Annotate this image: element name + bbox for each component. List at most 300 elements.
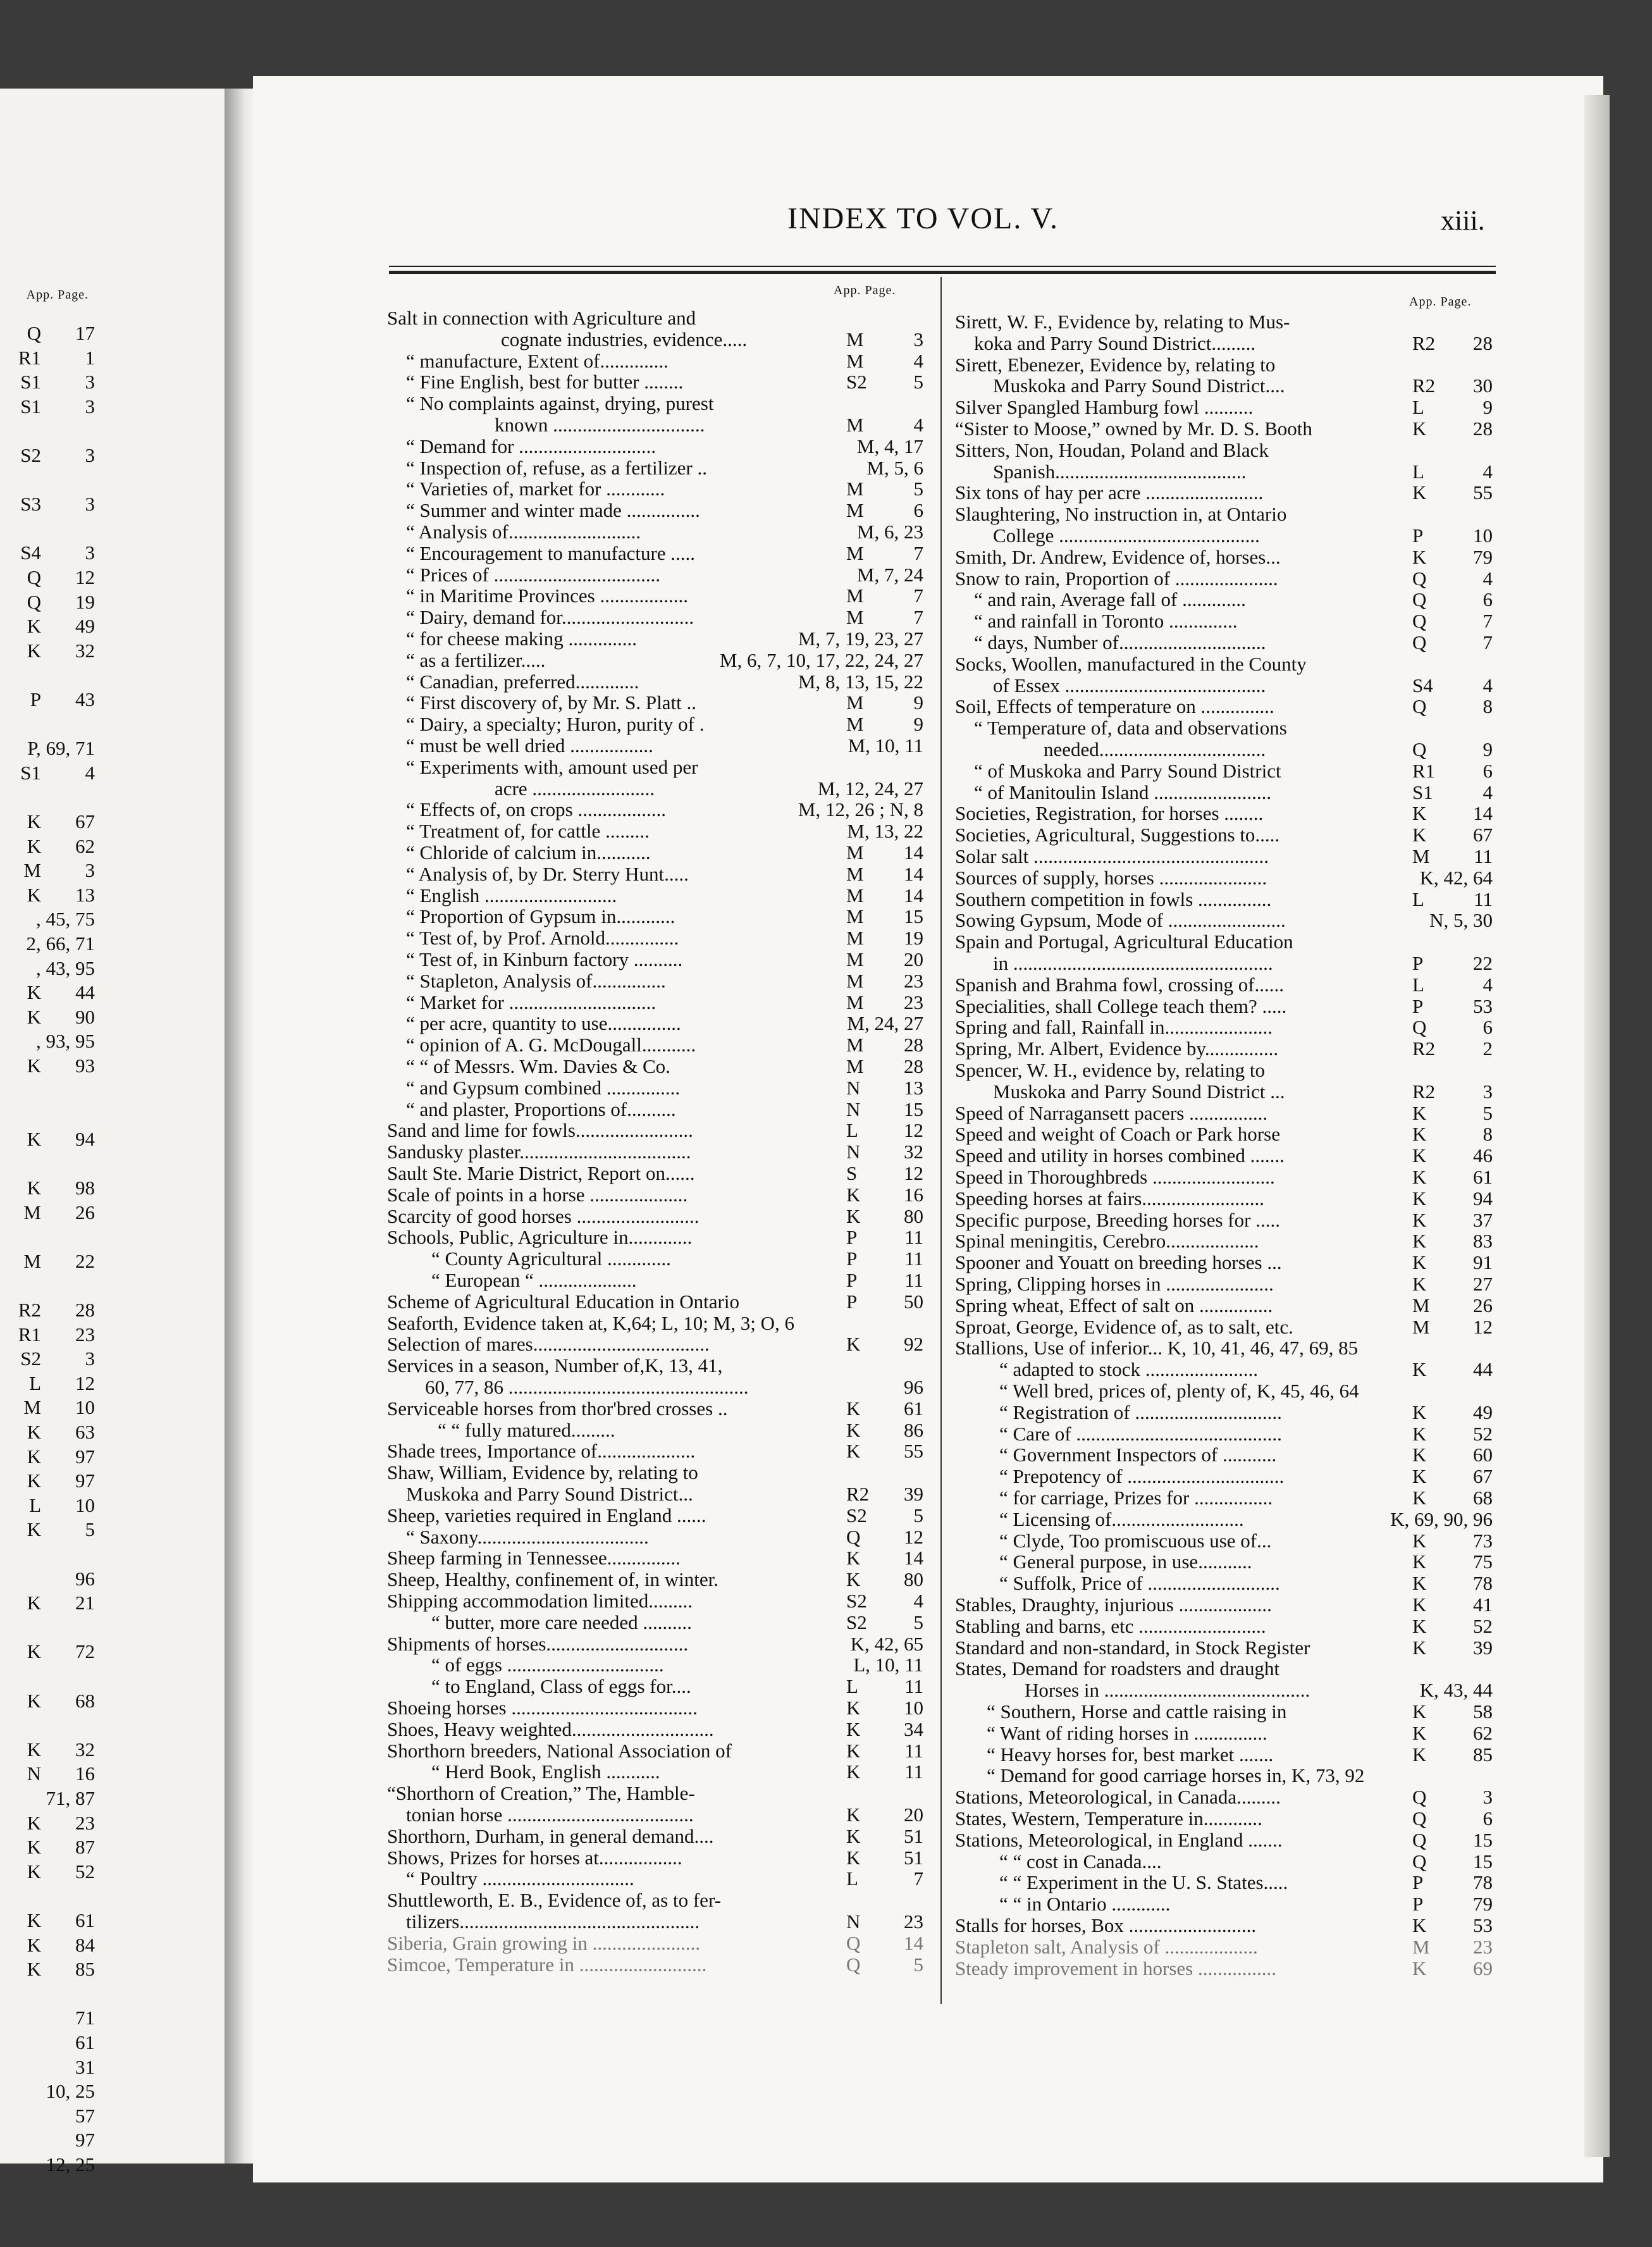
page-reference: 39: [904, 1483, 923, 1505]
appendix-code: M: [846, 328, 864, 350]
page-reference: 61: [75, 2031, 95, 2053]
index-entry-text: “ “ Experiment in the U. S. States.....: [999, 1871, 1288, 1894]
index-entry: [387, 436, 931, 457]
page-reference: 26: [75, 1201, 95, 1223]
index-entry-text: “ Fine English, best for butter ........: [406, 371, 684, 393]
index-entry: [955, 1958, 1493, 1979]
appendix-code: K: [1412, 1594, 1427, 1616]
index-entry: [955, 1252, 1493, 1273]
page-reference: 52: [1473, 1422, 1493, 1445]
page-reference: 71, 87: [46, 1787, 95, 1809]
index-entry-text: Speed in Thoroughbreds .........................: [955, 1166, 1275, 1188]
appendix-code: R2: [1412, 331, 1436, 354]
index-entry-text: needed..................................: [1044, 738, 1266, 760]
page-reference: 28: [1473, 331, 1493, 354]
index-entry: [955, 717, 1493, 739]
appendix-code: K: [1412, 1465, 1427, 1488]
left-page-reference: [0, 738, 95, 759]
index-entry-text: “ European “ ....................: [431, 1269, 637, 1291]
index-entry-text: “ Inspection of, refuse, as a fertilizer ..: [406, 456, 707, 479]
appendix-code: L: [29, 1371, 41, 1394]
appendix-code: P: [1412, 1871, 1424, 1894]
page-reference: 10: [904, 1697, 923, 1719]
appendix-code: K: [1412, 1401, 1427, 1423]
left-page-reference: [0, 2007, 95, 2029]
appendix-code: P: [1412, 524, 1424, 547]
appendix-code: K: [27, 1592, 41, 1614]
page-reference: 34: [904, 1718, 923, 1740]
page-reference: 3: [913, 328, 923, 350]
appendix-code: N: [846, 1098, 861, 1120]
index-entry-text: Steady improvement in horses ................: [955, 1957, 1276, 1979]
left-page-reference: [0, 1031, 95, 1052]
page-reference: 55: [904, 1440, 923, 1463]
page-reference: 11: [904, 1761, 923, 1783]
page-reference: 85: [75, 1958, 95, 1981]
page-reference: 1: [85, 346, 95, 369]
page-reference: 43: [75, 688, 95, 710]
index-entry-text: “ Stapleton, Analysis of...............: [406, 969, 666, 992]
index-entry-text: Muskoka and Parry Sound District ...: [993, 1080, 1285, 1103]
left-page-reference: [0, 1885, 95, 1907]
appendix-code: R2: [1412, 374, 1436, 397]
page-reference: 26: [1473, 1294, 1493, 1316]
left-page-reference: [0, 1763, 95, 1785]
page-reference: 12: [75, 1371, 95, 1394]
appendix-code: K: [846, 1761, 861, 1783]
page-reference: 4: [913, 1590, 923, 1612]
appendix-code: S2: [846, 1611, 867, 1633]
index-entry: [955, 1744, 1493, 1766]
appendix-code: K: [1412, 1914, 1427, 1936]
appendix-code: Q: [846, 1525, 861, 1548]
index-entry-text: Speed and weight of Coach or Park horse: [955, 1123, 1280, 1146]
index-entry-text: “ Southern, Horse and cattle raising in: [987, 1700, 1287, 1723]
page-reference: 79: [1473, 545, 1493, 568]
index-entry: [955, 354, 1493, 376]
page-reference: 12: [904, 1525, 923, 1548]
index-entry-text: Sault Ste. Marie District, Report on......: [387, 1162, 695, 1184]
appendix-code: Q: [1412, 631, 1427, 653]
appendix-code: R1: [1412, 759, 1436, 782]
page-reference: N, 5, 30: [1429, 909, 1493, 932]
index-entry: [387, 521, 931, 543]
appendix-code: K: [27, 1811, 41, 1834]
page-reference: 80: [904, 1204, 923, 1227]
index-entry: [387, 1890, 931, 1911]
index-entry: [955, 782, 1493, 803]
left-column-heading: App. Page.: [834, 283, 896, 297]
page-reference: 67: [1473, 1465, 1493, 1488]
page-reference: 22: [1473, 952, 1493, 974]
page-reference: 7: [913, 542, 923, 564]
appendix-code: M: [846, 585, 864, 607]
page-reference: 4: [1482, 460, 1493, 483]
index-entry-text: cognate industries, evidence.....: [501, 328, 748, 350]
index-entry: [955, 375, 1493, 397]
index-entry: [955, 1765, 1493, 1786]
index-entry: [955, 504, 1493, 525]
index-entry: [955, 547, 1493, 568]
page-reference: 3: [1482, 1786, 1493, 1809]
index-entry-text: “Sister to Moose,” owned by Mr. D. S. Booth: [955, 418, 1312, 440]
index-entry-text: “ manufacture, Extent of..............: [406, 349, 669, 372]
appendix-code: P: [30, 688, 41, 710]
index-entry-text: Shuttleworth, E. B., Evidence of, as to fer-: [387, 1889, 721, 1912]
appendix-code: K: [1412, 1187, 1427, 1210]
page-reference: 11: [1474, 845, 1493, 867]
page-reference: 3: [85, 444, 95, 466]
index-entry: [387, 1505, 931, 1526]
appendix-code: M: [846, 862, 864, 885]
index-entry-text: Spring and fall, Rainfall in......................: [955, 1016, 1273, 1039]
page-reference: 68: [75, 1689, 95, 1712]
appendix-code: K: [27, 1640, 41, 1663]
appendix-code: L: [846, 1675, 858, 1698]
page-reference: 5: [1482, 1101, 1493, 1124]
index-entry-text: “ Analysis of, by Dr. Sterry Hunt.....: [406, 862, 689, 885]
appendix-code: M: [1412, 845, 1430, 867]
left-page-reference: [0, 836, 95, 857]
index-entry-text: Siberia, Grain growing in ......................: [387, 1931, 701, 1954]
index-entry: [387, 329, 931, 350]
appendix-code: K: [846, 1697, 861, 1719]
index-entry: [955, 1316, 1493, 1338]
index-entry-text: known ...............................: [495, 414, 705, 436]
appendix-code: S1: [20, 761, 41, 784]
appendix-code: K: [1412, 1358, 1427, 1381]
page-reference: 94: [1473, 1187, 1493, 1210]
index-entry-text: Socks, Woollen, manufactured in the County: [955, 652, 1307, 675]
index-entry: [955, 1616, 1493, 1637]
page-reference: 6: [913, 499, 923, 522]
left-page-reference: [0, 1544, 95, 1565]
appendix-code: M: [846, 884, 864, 907]
index-entry-text: Six tons of hay per acre ........................: [955, 481, 1264, 504]
appendix-code: K: [1412, 1636, 1427, 1659]
appendix-code: K: [1412, 1743, 1427, 1766]
page-reference: 9: [913, 713, 923, 736]
appendix-code: K: [1412, 1614, 1427, 1637]
left-page-reference: [0, 420, 95, 442]
index-entry-text: Societies, Registration, for horses ........: [955, 802, 1264, 825]
index-entry: [955, 696, 1493, 717]
index-entry-text: “ must be well dried .................: [406, 734, 653, 757]
left-page-reference: [0, 1153, 95, 1174]
left-page-reference: [0, 2032, 95, 2053]
left-page-reference: [0, 1226, 95, 1247]
appendix-code: M: [846, 691, 864, 714]
appendix-code: M: [1412, 1315, 1430, 1338]
page-reference: 53: [1473, 994, 1493, 1017]
appendix-code: M: [846, 606, 864, 629]
page-reference: 84: [75, 1933, 95, 1956]
page-reference: 3: [85, 493, 95, 516]
page-reference: P, 69, 71: [27, 737, 95, 760]
page-reference: 97: [75, 2129, 95, 2151]
index-entry-text: “ Dairy, demand for...........................: [406, 606, 694, 629]
page-reference: 4: [85, 761, 95, 784]
index-entry: [955, 1573, 1493, 1594]
page-reference: 78: [1473, 1572, 1493, 1595]
page-reference: 58: [1473, 1700, 1493, 1723]
index-entry-text: Sirett, Ebenezer, Evidence by, relating to: [955, 353, 1276, 376]
index-entry: [955, 867, 1493, 889]
page-reference: 75: [1473, 1551, 1493, 1573]
index-entry: [955, 760, 1493, 782]
appendix-code: N: [846, 1910, 861, 1933]
appendix-code: M: [846, 927, 864, 950]
index-entry-text: koka and Parry Sound District.........: [974, 331, 1256, 354]
page-reference: 37: [1473, 1208, 1493, 1231]
page-reference: 94: [75, 1127, 95, 1150]
left-page-reference: [0, 1129, 95, 1150]
left-page-reference: [0, 1836, 95, 1858]
page-reference: 90: [75, 1005, 95, 1028]
page-reference: 79: [1473, 1893, 1493, 1916]
page-reference: 30: [1473, 374, 1493, 397]
page-reference: 22: [75, 1249, 95, 1272]
index-entry-text: acre .........................: [495, 777, 655, 800]
index-entry: [387, 714, 931, 735]
index-entry: [387, 1868, 931, 1890]
page-reference: 63: [75, 1421, 95, 1443]
page-reference: 44: [75, 981, 95, 1004]
appendix-code: S2: [846, 1504, 867, 1526]
appendix-code: K: [27, 1958, 41, 1981]
page-reference: 51: [904, 1846, 923, 1869]
index-entry: [955, 1380, 1493, 1402]
index-entry-text: Smith, Dr. Andrew, Evidence of, horses...: [955, 545, 1281, 568]
index-entry: [955, 1423, 1493, 1445]
index-entry: [387, 1547, 931, 1569]
page-reference: 20: [904, 1804, 923, 1826]
index-entry: [955, 1210, 1493, 1231]
index-entry-text: Spring, Mr. Albert, Evidence by...............: [955, 1037, 1279, 1060]
left-page-reference: [0, 616, 95, 637]
index-entry-text: Spencer, W. H., evidence by, relating to: [955, 1059, 1266, 1081]
index-entry-text: Scheme of Agricultural Education in Ontario: [387, 1290, 739, 1313]
left-page-reference: [0, 347, 95, 369]
left-page-reference: [0, 1714, 95, 1736]
page-reference: 20: [904, 948, 923, 970]
left-page-reference: [0, 1666, 95, 1687]
index-entry: [955, 418, 1493, 440]
index-entry: [387, 1248, 931, 1270]
index-entry: [955, 910, 1493, 931]
left-page-reference: [0, 1934, 95, 1956]
index-entry: [387, 1440, 931, 1462]
index-entry-text: “ and plaster, Proportions of..........: [406, 1098, 676, 1120]
index-entry: [387, 607, 931, 628]
index-entry: [955, 1808, 1493, 1829]
index-entry: [955, 931, 1493, 953]
appendix-code: K: [27, 1470, 41, 1492]
index-entry-text: Sirett, W. F., Evidence by, relating to Mus-: [955, 311, 1290, 333]
index-entry: [387, 1313, 931, 1334]
appendix-code: K: [27, 883, 41, 906]
appendix-code: N: [846, 1141, 861, 1163]
page-reference: 14: [904, 1931, 923, 1954]
appendix-code: R1: [18, 346, 41, 369]
index-entry: [955, 953, 1493, 974]
page-reference: K, 69, 90, 96: [1390, 1507, 1493, 1530]
index-entry-text: of Essex .........................................: [993, 674, 1266, 696]
appendix-code: S1: [20, 395, 41, 418]
index-entry: [955, 1551, 1493, 1573]
index-entry-text: Stabling and barns, etc ..........................: [955, 1614, 1266, 1637]
index-entry: [387, 393, 931, 414]
appendix-code: L: [1412, 396, 1424, 419]
index-entry-text: tonian horse ......................................: [406, 1804, 694, 1826]
appendix-code: Q: [846, 1953, 861, 1976]
index-entry: [955, 1915, 1493, 1936]
appendix-code: K: [846, 1333, 861, 1356]
appendix-code: K: [1412, 1273, 1427, 1295]
left-page-reference: [0, 714, 95, 735]
index-entry: [955, 461, 1493, 483]
appendix-code: K: [27, 1005, 41, 1028]
appendix-code: M: [846, 991, 864, 1013]
index-entry-text: “ of eggs ................................: [431, 1654, 664, 1676]
left-page-reference: [0, 1568, 95, 1590]
index-entry: [387, 585, 931, 607]
page-reference: 15: [1473, 1828, 1493, 1851]
left-page-reference: [0, 1446, 95, 1468]
left-page-reference: [0, 1397, 95, 1418]
page-reference: 61: [1473, 1166, 1493, 1188]
appendix-code: S2: [846, 371, 867, 393]
index-entry-text: “ to England, Class of eggs for....: [431, 1675, 691, 1698]
index-entry: [955, 482, 1493, 504]
index-entry-text: Societies, Agricultural, Suggestions to.....: [955, 824, 1280, 846]
page-reference: 69: [1473, 1957, 1493, 1979]
page-reference: 5: [913, 1611, 923, 1633]
index-entry-text: Muskoka and Parry Sound District....: [993, 374, 1285, 397]
appendix-code: K: [27, 810, 41, 833]
appendix-code: K: [846, 1804, 861, 1826]
index-entry-text: Stapleton salt, Analysis of ...................: [955, 1935, 1258, 1958]
left-page-reference: [0, 1617, 95, 1638]
index-entry-text: College .........................................: [993, 524, 1260, 547]
appendix-code: K: [846, 1547, 861, 1569]
index-entry-text: Salt in connection with Agriculture and: [387, 307, 696, 329]
index-entry: [955, 1851, 1493, 1872]
index-entry-text: Stables, Draughty, injurious ...................: [955, 1594, 1272, 1616]
appendix-code: K: [27, 1860, 41, 1883]
page-reference: 51: [904, 1824, 923, 1847]
index-entry: [955, 1786, 1493, 1808]
index-entry: [955, 1530, 1493, 1552]
index-entry: [955, 1017, 1493, 1038]
index-entry: [387, 1013, 931, 1034]
index-entry-text: “ Varieties of, market for ............: [406, 478, 665, 500]
page-reference: 60: [1473, 1444, 1493, 1466]
index-entry-text: Stallions, Use of inferior... K, 10, 41, 46, 47, 69, 85: [955, 1337, 1359, 1359]
index-entry: [387, 1120, 931, 1141]
appendix-code: K: [846, 1418, 861, 1441]
left-page-reference: [0, 1983, 95, 2005]
page-reference: , 93, 95: [36, 1030, 95, 1053]
left-page-reference: [0, 1959, 95, 1980]
index-entry-text: “ English ...........................: [406, 884, 617, 907]
appendix-code: K: [1412, 1487, 1427, 1509]
appendix-code: K: [1412, 1230, 1427, 1253]
page-reference: 61: [904, 1397, 923, 1420]
appendix-code: K: [1412, 1251, 1427, 1274]
appendix-code: K: [1412, 545, 1427, 568]
appendix-code: M: [846, 841, 864, 864]
index-entry: [387, 1163, 931, 1184]
page-reference: 32: [75, 639, 95, 662]
index-entry: [955, 1337, 1493, 1359]
left-page-reference: [0, 786, 95, 808]
index-entry-text: Shipments of horses.............................: [387, 1632, 689, 1655]
index-entry: [387, 1740, 931, 1762]
page-reference: 32: [75, 1738, 95, 1761]
appendix-code: S2: [20, 444, 41, 466]
index-entry-text: Horses in ..........................................: [1025, 1679, 1310, 1702]
appendix-code: K: [27, 1445, 41, 1468]
left-page-reference: [0, 2154, 95, 2176]
appendix-code: R2: [1412, 1037, 1436, 1060]
appendix-code: M: [23, 859, 41, 882]
index-entry: [387, 1056, 931, 1077]
page-reference: 28: [904, 1034, 923, 1056]
index-entry: [955, 589, 1493, 610]
appendix-code: Q: [1412, 567, 1427, 590]
index-entry: [387, 885, 931, 907]
index-entry-text: Sproat, George, Evidence of, as to salt, etc.: [955, 1315, 1293, 1338]
left-page-reference: [0, 493, 95, 515]
index-entry-text: “ Summer and winter made ...............: [406, 499, 700, 522]
page-reference: 53: [1473, 1914, 1493, 1936]
index-entry-text: Shoes, Heavy weighted.............................: [387, 1718, 714, 1740]
left-page-reference: [0, 1055, 95, 1077]
page-reference: 16: [75, 1762, 95, 1785]
appendix-code: M: [1412, 1294, 1430, 1316]
page-reference: 52: [1473, 1614, 1493, 1637]
index-entry: [955, 739, 1493, 760]
index-entry-text: Simcoe, Temperature in ..........................: [387, 1953, 707, 1976]
page-reference: M, 7, 24: [856, 563, 923, 586]
index-entry-text: Sources of supply, horses ......................: [955, 866, 1267, 889]
left-page-reference: [0, 1495, 95, 1516]
appendix-code: L: [29, 1494, 41, 1516]
left-page-reference: [0, 1006, 95, 1028]
index-entry: [387, 799, 931, 820]
index-entry-text: Services in a season, Number of,K, 13, 41,: [387, 1354, 723, 1377]
page-reference: 71: [75, 2007, 95, 2029]
page-reference: 5: [913, 1953, 923, 1976]
index-entry: [387, 1654, 931, 1676]
page-reference: 4: [1482, 567, 1493, 590]
index-entry-text: “ per acre, quantity to use...............: [406, 1012, 681, 1035]
index-entry: [387, 1719, 931, 1740]
left-page-reference: [0, 884, 95, 906]
appendix-code: K: [27, 1518, 41, 1541]
index-entry-text: “ Proportion of Gypsum in............: [406, 905, 675, 928]
page-reference: 32: [904, 1141, 923, 1163]
index-entry: [387, 1355, 931, 1377]
appendix-code: Q: [1412, 695, 1427, 718]
appendix-code: K: [1412, 1208, 1427, 1231]
index-entry-text: Schools, Public, Agriculture in.............: [387, 1226, 693, 1249]
left-page-reference: [0, 1788, 95, 1809]
page-reference: 62: [75, 834, 95, 857]
page-reference: 3: [85, 1347, 95, 1370]
index-entry: [387, 1847, 931, 1869]
